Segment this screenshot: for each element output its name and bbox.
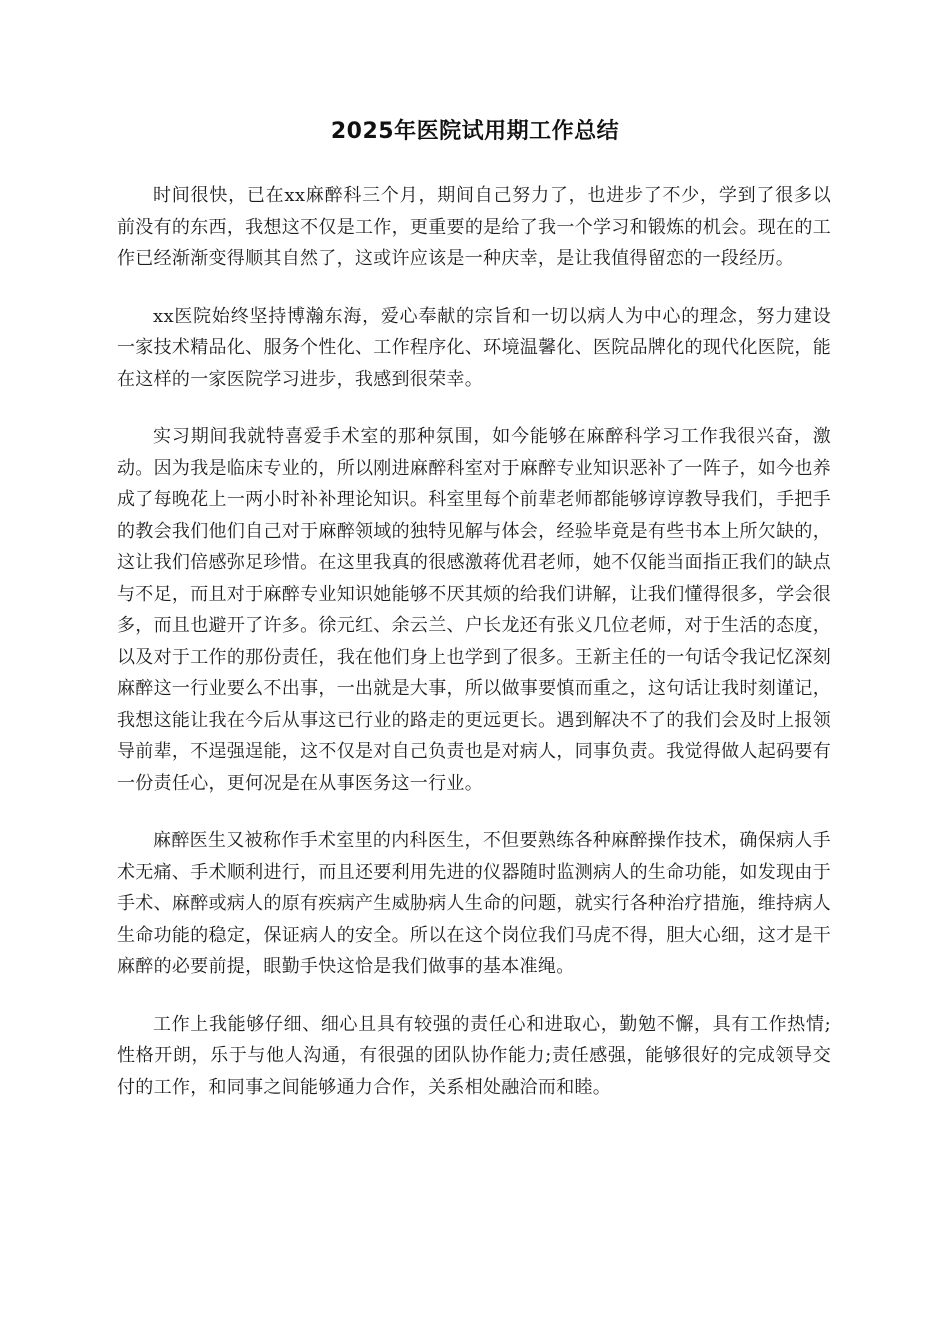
paragraph-5: 工作上我能够仔细、细心且具有较强的责任心和进取心，勤勉不懈，具有工作热情;性格开朗，乐于与他人沟通，有很强的团队协作能力;责任感强，能够很好的完成领导交付的工作，和同事之间能够通力合作，关系相处融洽而和睦。 [117, 1013, 831, 1098]
document-title: 2025年医院试用期工作总结 [330, 119, 620, 144]
document-body [117, 180, 831, 1129]
paragraph-2: xx医院始终坚持博瀚东海，爱心奉献的宗旨和一切以病人为中心的理念，努力建设一家技术精品化、服务个性化、工作程序化、环境温馨化、医院品牌化的现代化医院，能在这样的一家医院学习进步，我感到很荣幸。 [117, 305, 831, 390]
paragraph-4: 麻醉医生又被称作手术室里的内科医生，不但要熟练各种麻醉操作技术，确保病人手术无痛、手术顺利进行，而且还要利用先进的仪器随时监测病人的生命功能，如发现由于手术、麻醉或病人的原有疾病产生威胁病人生命的问题，就实行各种治疗措施，维持病人生命功能的稳定，保证病人的安全。所以在这个岗位我们马虎不得，胆大心细，这才是干麻醉的必要前提，眼勤手快这恰是我们做事的基本准绳。 [117, 830, 831, 977]
paragraph-3: 实习期间我就特喜爱手术室的那种氛围，如今能够在麻醉科学习工作我很兴奋，激动。因为我是临床专业的，所以刚进麻醉科室对于麻醉专业知识恶补了一阵子，如今也养成了每晚花上一两小时补补理论知识。科室里每个前辈老师都能够谆谆教导我们，手把手的教会我们他们自己对于麻醉领域的独特见解与体会，经验毕竟是有些书本上所欠缺的，这让我们倍感弥足珍惜。在这里我真的很感激蒋优君老师，她不仅能当面指正我们的缺点与不足，而且对于麻醉专业知识她能够不厌其烦的给我们讲解，让我们懂得很多，学会很多，而且也避开了许多。徐元红、余云兰、户长龙还有张义几位老师，对于生活的态度，以及对于工作的那份责任，我在他们身上也学到了很多。王新主任的一句话令我记忆深刻麻醉这一行业要么不出事，一出就是大事，所以做事要慎而重之，这句话让我时刻谨记，我想这能让我在今后从事这已行业的路走的更远更长。遇到解决不了的我们会及时上报领导前辈，不逞强逞能，这不仅是对自己负责也是对病人，同事负责。我觉得做人起码要有一份责任心，更何况是在从事医务这一行业。 [117, 426, 831, 794]
paragraph-1: 时间很快，已在xx麻醉科三个月，期间自己努力了，也进步了不少，学到了很多以前没有的东西，我想这不仅是工作，更重要的是给了我一个学习和锻炼的机会。现在的工作已经渐渐变得顺其自然了，这或许应该是一种庆幸，是让我值得留恋的一段经历。 [117, 185, 831, 269]
